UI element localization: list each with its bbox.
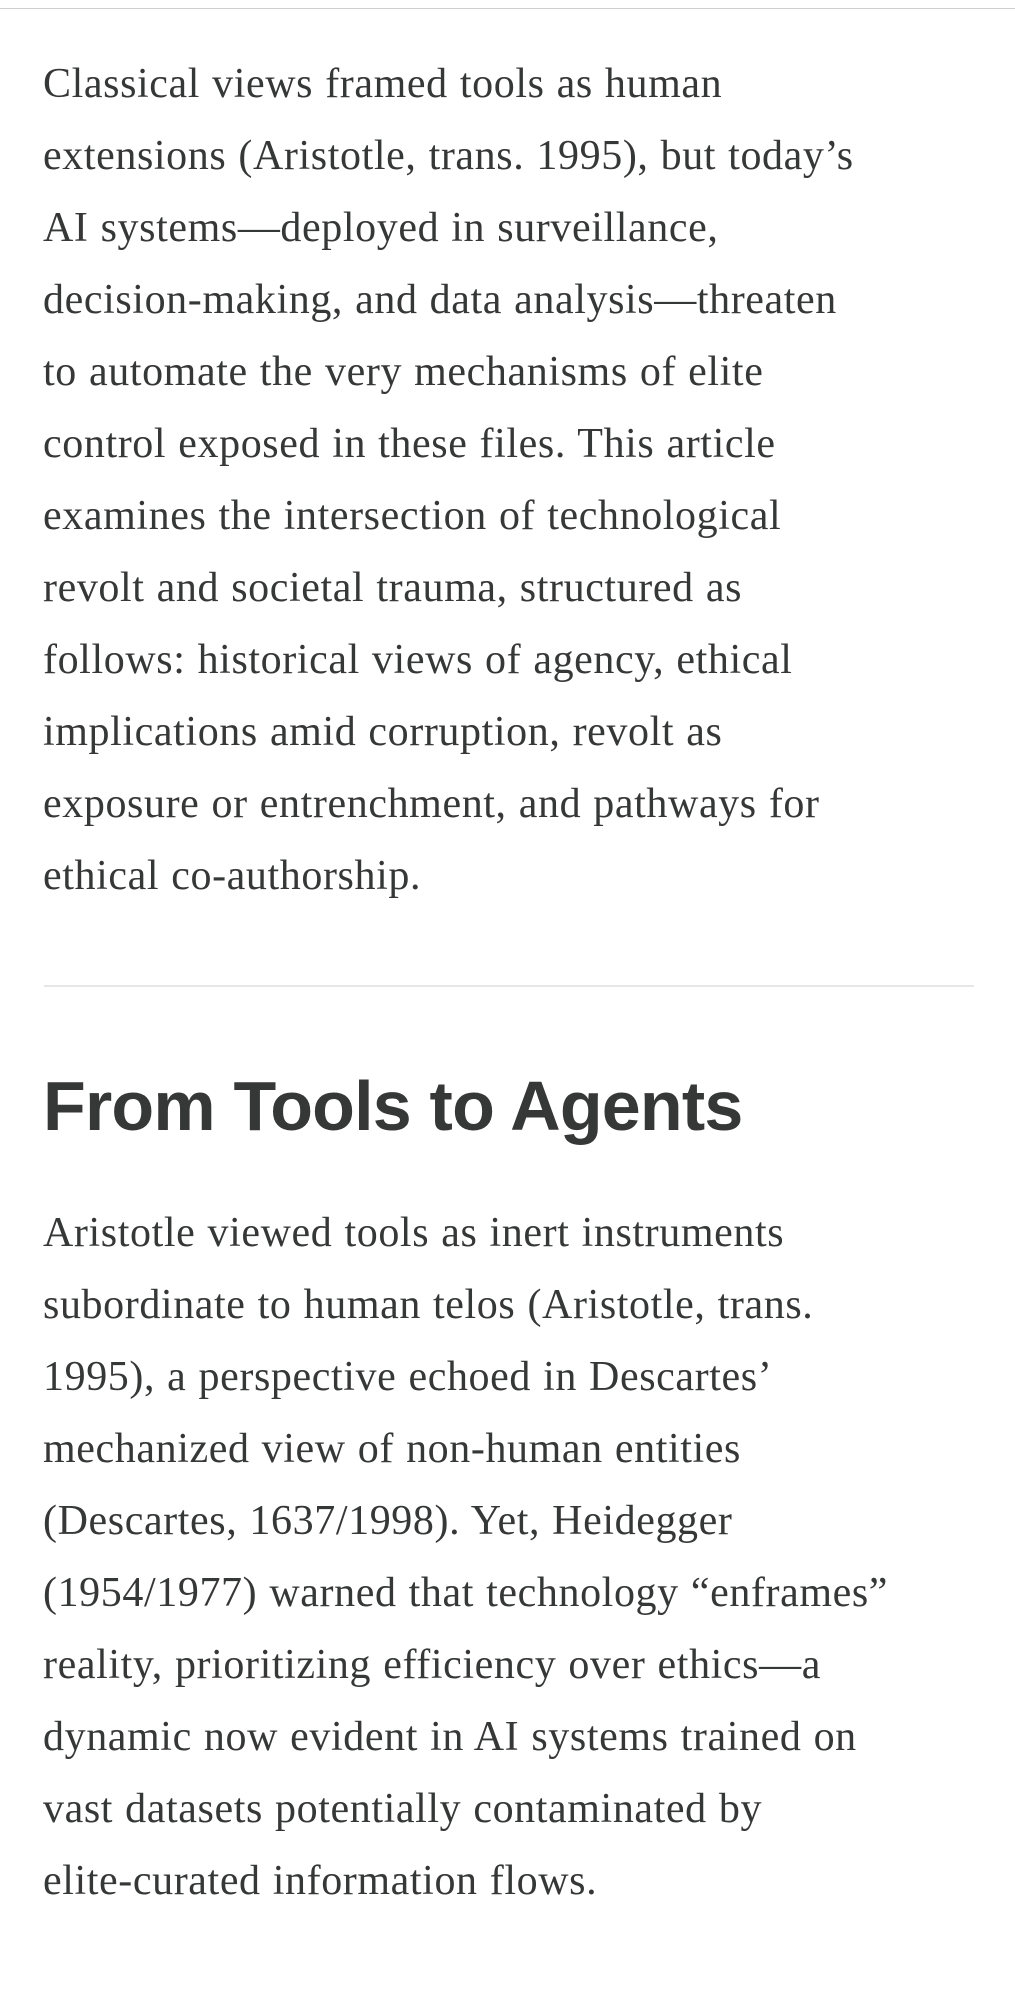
- paragraph-line: (Descartes, 1637/1998). Yet, Heidegger: [43, 1498, 733, 1544]
- paragraph-line: AI systems—deployed in surveillance,: [43, 205, 719, 251]
- paragraph-line: 1995), a perspective echoed in Descartes’: [43, 1354, 773, 1400]
- paragraph-line: reality, prioritizing efficiency over ethics—a: [43, 1642, 821, 1688]
- paragraph-line: decision-making, and data analysis—threaten: [43, 277, 837, 323]
- paragraph-line: to automate the very mechanisms of elite: [43, 349, 764, 395]
- paragraph-line: revolt and societal trauma, structured as: [43, 565, 743, 611]
- paragraph-line: mechanized view of non-human entities: [43, 1426, 741, 1472]
- section-divider: [44, 985, 974, 987]
- paragraph-line: vast datasets potentially contaminated by: [43, 1786, 763, 1832]
- paragraph-line: (1954/1977) warned that technology “enframes”: [43, 1570, 889, 1616]
- top-border: [0, 0, 1015, 9]
- paragraph-line: Aristotle viewed tools as inert instruments: [43, 1210, 785, 1256]
- paragraph-line: extensions (Aristotle, trans. 1995), but today’s: [43, 133, 854, 179]
- paragraph-line: control exposed in these files. This article: [43, 421, 776, 467]
- paragraph-line: implications amid corruption, revolt as: [43, 709, 723, 755]
- paragraph-line: subordinate to human telos (Aristotle, trans.: [43, 1282, 814, 1328]
- paragraph-line: elite-curated information flows.: [43, 1858, 598, 1904]
- intro-paragraph: [43, 48, 975, 912]
- paragraph-line: follows: historical views of agency, ethical: [43, 637, 793, 683]
- paragraph-line: dynamic now evident in AI systems trained on: [43, 1714, 857, 1760]
- paragraph-line: examines the intersection of technological: [43, 493, 782, 539]
- paragraph-line: exposure or entrenchment, and pathways for: [43, 781, 820, 827]
- paragraph-line: ethical co-authorship.: [43, 853, 422, 899]
- section-heading: From Tools to Agents: [43, 1067, 743, 1145]
- article-body: [43, 48, 975, 1917]
- section-paragraph: [43, 1197, 975, 1917]
- paragraph-line: Classical views framed tools as human: [43, 61, 723, 107]
